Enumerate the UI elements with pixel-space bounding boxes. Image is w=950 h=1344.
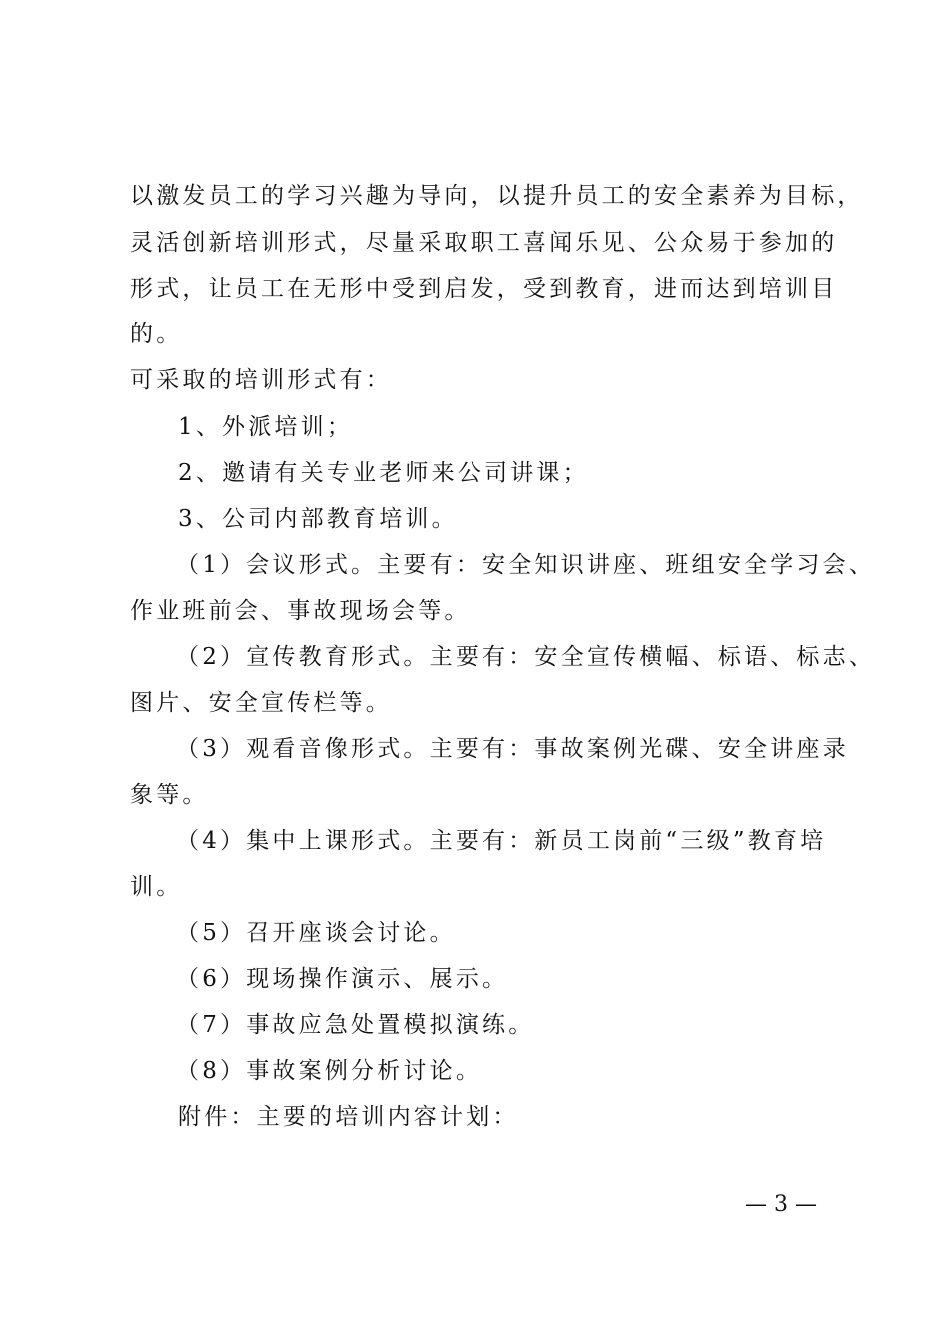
sub-item-1-line-2: 作业班前会、事故现场会等。 xyxy=(130,598,471,624)
intro-line-4: 的。 xyxy=(130,321,183,347)
sub-item-5: （5）召开座谈会讨论。 xyxy=(176,920,456,946)
form-item-2: 2、邀请有关专业老师来公司讲课； xyxy=(178,460,589,486)
form-item-1: 1、外派培训； xyxy=(178,414,354,440)
sub-item-1-line-1: （1）会议形式。主要有：安全知识讲座、班组安全学习会、 xyxy=(176,552,876,578)
forms-heading: 可采取的培训形式有： xyxy=(130,367,392,393)
sub-item-8: （8）事故案例分析讨论。 xyxy=(176,1058,483,1084)
sub-item-2-line-1: （2）宣传教育形式。主要有：安全宣传横幅、标语、标志、 xyxy=(176,644,876,670)
intro-line-3: 形式，让员工在无形中受到启发，受到教育，进而达到培训目 xyxy=(130,276,838,302)
sub-item-2-line-2: 图片、安全宣传栏等。 xyxy=(130,690,392,716)
sub-item-6: （6）现场操作演示、展示。 xyxy=(176,966,509,992)
sub-item-3-line-1: （3）观看音像形式。主要有：事故案例光碟、安全讲座录 xyxy=(176,736,849,762)
intro-line-1: 以激发员工的学习兴趣为导向，以提升员工的安全素养为目标， xyxy=(130,183,864,209)
page-number: — 3 — xyxy=(745,1192,817,1217)
intro-line-2: 灵活创新培训形式，尽量采取职工喜闻乐见、公众易于参加的 xyxy=(130,230,838,256)
attachment-note: 附件：主要的培训内容计划： xyxy=(178,1104,519,1130)
sub-item-3-line-2: 象等。 xyxy=(130,782,209,808)
sub-item-4-line-2: 训。 xyxy=(130,874,183,900)
sub-item-7: （7）事故应急处置模拟演练。 xyxy=(176,1012,535,1038)
sub-item-4-line-1: （4）集中上课形式。主要有：新员工岗前“三级”教育培 xyxy=(176,828,827,854)
form-item-3: 3、公司内部教育培训。 xyxy=(178,506,458,532)
